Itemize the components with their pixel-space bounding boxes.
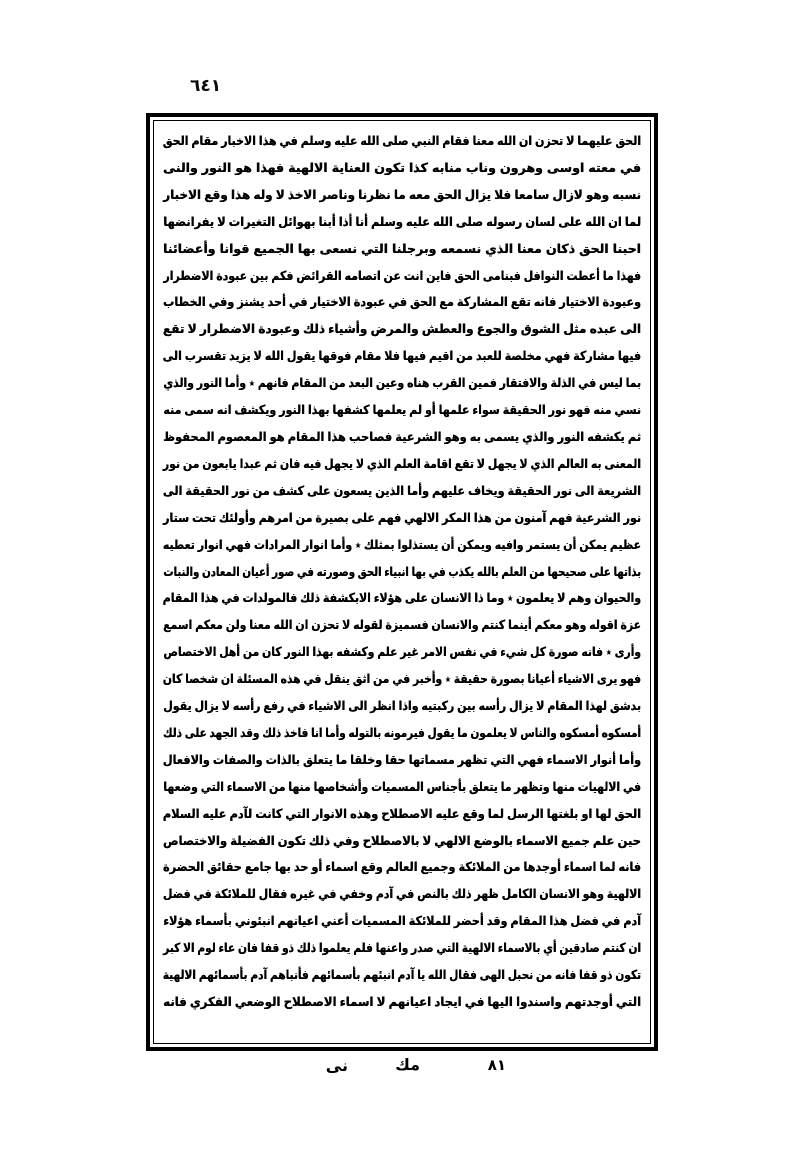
body-line: الشريعة الى نور الحقيقة ويخاف عليهم وأما الذين يسعون على كشف من نور الحقيقة الى — [162, 482, 641, 498]
body-line: نور الشرعية فهم آمنون من هذا المكر الالهي فهم على بصيرة من امرهم وأولئك تحت ستار — [163, 509, 641, 525]
body-line: وأرى ٭ فانه صورة كل شيء في نفس الامر غير علم وكشفه بهذا النور كان من أهل الاختصاص — [163, 644, 641, 660]
body-line: عزة اقوله وهو معكم أينما كنتم والانسان فسميزة لقوله لا تحزن ان الله معنا ولن معكم اسمع — [163, 617, 641, 633]
body-line: المعنى به العالم الذي لا يجهل لا تقع اقامة العلم الذي لا يجهل فيه فان ثم عبدا يابعون من نور — [162, 455, 641, 471]
body-line: في معته اوسى وهرون وناب منابه كذا تكون العناية الالهية فهذا هو النور والنى — [163, 159, 641, 175]
footer-middle-mark: مك — [395, 1055, 420, 1074]
body-line: والحيوان وهم لا يعلمون ٭ وما ذا الانسان على هؤلاء الابكشفة ذلك فالمولدات في هذا المقام — [162, 590, 641, 606]
body-line: التي أوجدتهم واسندوا اليها في ايجاد اعيانهم لا اسماء الاصطلاح الوضعي الفكري فانه — [163, 994, 641, 1009]
body-line: ثم يكشفه النور والذي يسمى به وهو الشرعية فصاحب هذا المقام هو المعصوم المحفوظ — [163, 428, 642, 444]
body-line: فيها مشاركة فهي مخلصة للعبد من اقيم فيها فلا مقام فوقها يقول الله لا يزيد تقسرب الى — [162, 348, 641, 364]
body-line: في الالهيات منها وتظهر ما يتعلق بأجناس المسميات وأشخاصها منها من الاسماء التي وضعها — [163, 778, 641, 794]
body-line: وأما أنوار الاسماء فهي التي تظهر مسماتها حقا وخلقا ما يتعلق بالذات والصفات والافعال — [162, 751, 641, 767]
body-line: فهو يرى الاشياء أعيانا بصورة حقيقة ٭ وأخبر في من اثق ينقل في هذه المسئلة ان شخصا كان — [162, 671, 641, 687]
body-line: نسي منه فهو نور الحقيقة سواء علمها أو لم يعلمها كشفها بهذا النور ويكشف انه سمى منه — [163, 402, 641, 418]
body-text-block — [154, 121, 650, 1043]
body-line: احبنا الحق ذكان معنا الذي نسمعه وبرجلنا التي نسعى بها الجميع قوانا وأعضائنا — [163, 240, 641, 256]
body-line: أمسكوه أمسكوه والناس لا يعلمون ما يقول فيرمونه بالتوله وأما انا فاخذ ذلك وقد الجهد على ذلك — [162, 724, 641, 740]
text-frame-inner-rule — [153, 120, 651, 1044]
text-frame-outer-rule — [146, 113, 658, 1051]
body-line: فانه لما اسماء أوجدها من الملائكة وجميع العالم وقع اسماء أو حد بها جامع حقائق الحضرة — [163, 859, 641, 875]
body-line: الحق لها او بلغتها الرسل لما وقع عليه الاصطلاح وهذه الانوار التي كانت لآدم عليه السلام — [162, 805, 642, 821]
footer-signature-number: ٨١ — [487, 1056, 506, 1074]
body-line: فهذا ما أعطت النوافل فبنامى الحق فاين انت عن اتصامه القرائض فكم بين عبودة الاضطرار — [163, 267, 641, 283]
body-line: بدشق لهذا المقام لا يزال رأسه بين ركبتيه واذا انظر الى الاشياء في رفع رأسه لا يزال يقول — [163, 698, 641, 714]
folio-number: ٦٤١ — [190, 76, 222, 96]
body-line: الى عبده مثل الشوق والجوع والعطش والمرض وأشياء ذلك وعبودة الاضطرار لا تقع — [162, 321, 641, 337]
body-line: بما ليس في الذلة والافتقار فمين القرب هناه وعين البعد من المقام فانهم ٭ وأما النور والذي — [163, 375, 641, 391]
body-line: الحق عليهما لا تحزن ان الله معنا فقام النبي صلى الله عليه وسلم في هذا الاخبار مقام الحق — [162, 133, 641, 148]
body-line: آدم في فضل هذا المقام وقد أحضر للملائكة المسميات أعني اعيانهم انبئوني بأسماء هؤلاء — [163, 913, 642, 929]
footer-catchword: نى — [325, 1056, 348, 1075]
body-line: حين علم جميع الاسماء بالوضع الالهي لا بالاصطلاح وفي ذلك تكون الفضيلة والاختصاص — [162, 832, 641, 848]
body-line: الالهية وهو الانسان الكامل ظهر ذلك بالنص في آدم وخفي في غيره فقال للملائكة في فضل — [162, 886, 641, 902]
body-line: عظيم يمكن أن يستمر وافيه ويمكن أن يستذلوا بمثلك ٭ وأما انوار المرادات فهي انوار تعطيه — [162, 536, 641, 552]
body-line: تكون ذو قفا فانه من نحبل الهى فقال الله يا آدم انبئهم بأسمائهم فأنباهم آدم بأسمائهم الالهية — [162, 967, 641, 983]
body-line: نسبه وهو لازال سامعا فلا يزال الحق معه ما نظرنا وناصر الاخذ لا وله هذا وقع الاخبار — [163, 186, 641, 202]
body-line: بذاتها على صحيحها من العلم بالله يكذب في بها انبياء الحق وصورته في صور أعيان المعادن والنبات — [163, 563, 641, 579]
body-line: وعبودة الاختيار فانه تقع المشاركة مع الحق في عبودة الاختيار في أحد يشنز وفي الخطاب — [163, 294, 641, 310]
body-line: ان كنتم صادقين أي بالاسماء الالهية التي صدر واعنها فلم يعلموا ذلك ذو قفا فان عاء لوم الا كبر — [163, 940, 641, 956]
body-line: لما ان الله على لسان رسوله صلى الله عليه وسلم أنا أذا أبنا بهوائل التغيرات لا يفرانضها — [163, 213, 641, 229]
page-footer — [146, 1056, 658, 1084]
